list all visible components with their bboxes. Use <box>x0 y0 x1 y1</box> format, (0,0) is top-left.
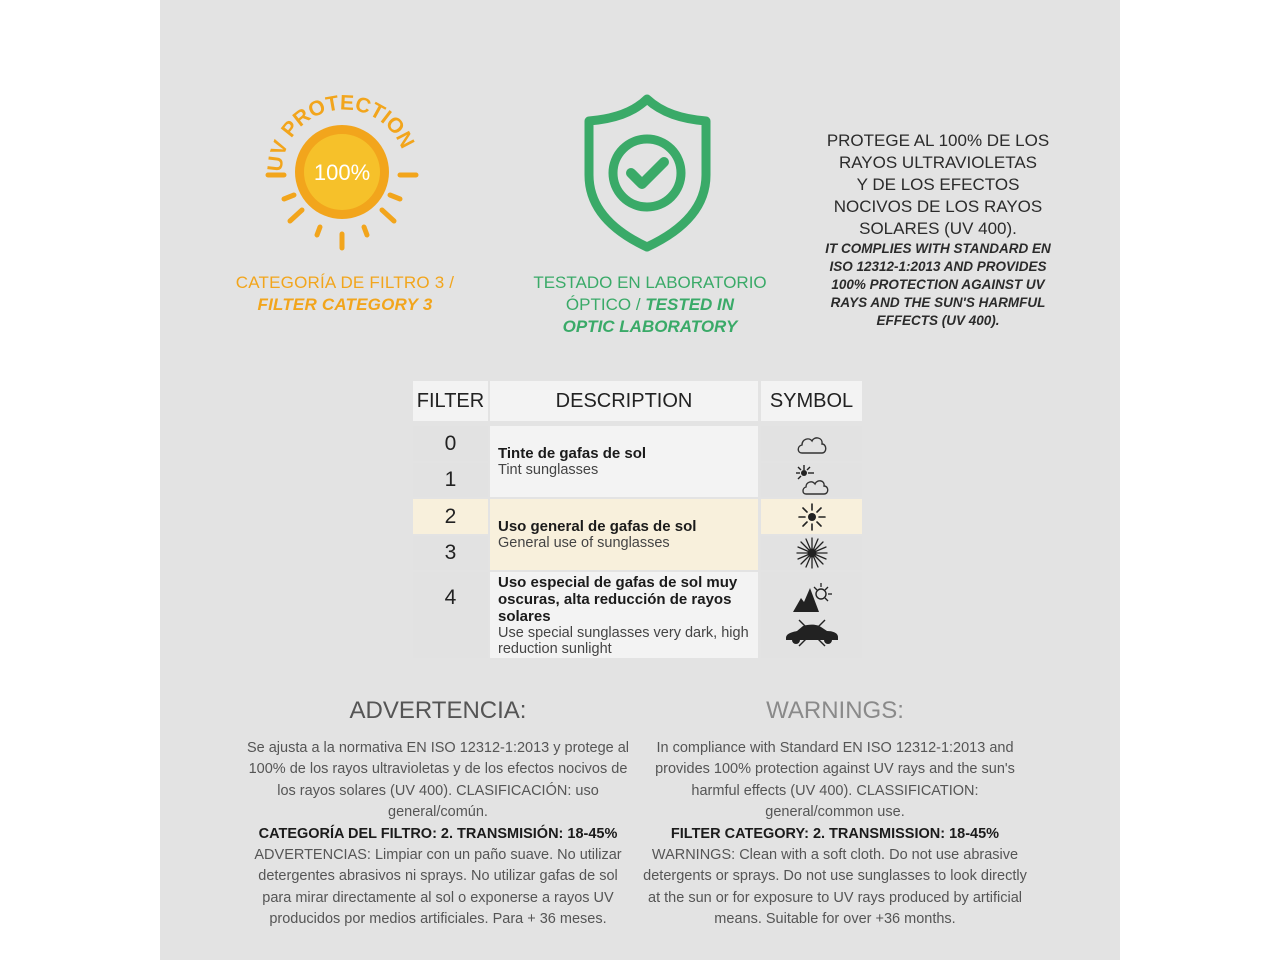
lab-caption <box>500 272 800 338</box>
description-0-1 <box>490 426 758 497</box>
no-driving-car-icon <box>783 618 841 648</box>
warnings-en-category: FILTER CATEGORY: 2. TRANSMISSION: 18-45% <box>670 825 1000 842</box>
header-filter: FILTER <box>413 381 488 421</box>
uv-protection-sun-icon <box>262 92 422 257</box>
claim-es-line: PROTEGE AL 100% DE LOS <box>826 131 1050 150</box>
warnings-es-p2: ADVERTENCIAS: Limpiar con un paño suave. No utilizar detergentes abrasivos ni sprays. No utilizar gafas de sol para mirar directamente al sol o exponerse a rayos UV producidos por medios artificiales. Para + 36 meses. <box>254 847 622 928</box>
claim-en-line: ISO 12312-1:2013 AND PROVIDES <box>829 259 1047 274</box>
lab-caption-es-1: TESTADO EN LABORATORIO <box>533 273 767 292</box>
claim-en-line: RAYS AND THE SUN'S HARMFUL <box>830 295 1046 310</box>
sun-behind-cloud-icon <box>794 464 830 496</box>
warnings-es-category: CATEGORÍA DEL FILTRO: 2. TRANSMISIÓN: 18-45% <box>258 825 618 842</box>
uv-percent: 100% <box>313 160 371 185</box>
filter-4: 4 <box>413 572 488 658</box>
warnings-es-p1: Se ajusta a la normativa EN ISO 12312-1:2013 y protege al 100% de los rayos ultravioletas y de los efectos nocivos de los rayos solares (UV 400). CLASIFICACIÓN: uso general/común. <box>246 740 630 821</box>
filter-0: 0 <box>413 426 488 461</box>
warnings-en-p2: WARNINGS: Clean with a soft cloth. Do not use abrasive detergents or sprays. Do not use sunglasses to look directly at the sun or for exposure to UV rays produced by artificial means. Suitable for over +36 months. <box>643 847 1027 928</box>
sun-icon <box>796 502 828 532</box>
warnings-en-p1: In compliance with Standard EN ISO 12312-1:2013 and provides 100% protection against UV rays and the sun's harmful effects (UV 400). CLASSIFICATION: general/common use. <box>655 740 1015 821</box>
description-2-3 <box>490 499 758 570</box>
uv-claim <box>810 130 1066 330</box>
description-es: Tinte de gafas de sol <box>498 445 647 462</box>
header-symbol: SYMBOL <box>761 381 862 421</box>
description-en: Tint sunglasses <box>498 462 599 478</box>
header-description: DESCRIPTION <box>490 381 758 421</box>
description-en: General use of sunglasses <box>498 535 670 551</box>
filter-3: 3 <box>413 536 488 570</box>
claim-es-line: RAYOS ULTRAVIOLETAS <box>838 153 1038 172</box>
filter-2: 2 <box>413 499 488 534</box>
filter-1: 1 <box>413 463 488 497</box>
description-es: Uso especial de gafas de sol muy oscuras, alta reducción de rayos solares <box>498 573 738 625</box>
mountain-sun-icon <box>791 582 833 614</box>
description-en: Use special sunglasses very dark, high reduction sunlight <box>498 624 749 657</box>
claim-es-line: NOCIVOS DE LOS RAYOS <box>833 197 1043 216</box>
symbol-3 <box>761 536 862 570</box>
claim-en-line: IT COMPLIES WITH STANDARD EN <box>825 241 1051 256</box>
lab-caption-en-1: TESTED IN <box>645 295 735 314</box>
lab-tested-shield-icon <box>575 93 720 253</box>
claim-en-line: EFFECTS (UV 400). <box>876 313 1000 328</box>
filter-category-table <box>413 381 862 660</box>
symbol-0 <box>761 426 862 461</box>
description-es: Uso general de gafas de sol <box>498 518 697 535</box>
warnings-en <box>640 696 1030 931</box>
uv-arc-text: UV PROTECTION <box>263 92 419 173</box>
warnings-es <box>243 696 633 931</box>
uv-caption-es: CATEGORÍA DE FILTRO 3 / <box>235 273 455 292</box>
claim-es-line: SOLARES (UV 400). <box>859 219 1017 238</box>
lab-caption-es-2: ÓPTICO / <box>565 295 646 314</box>
cloud-icon <box>795 432 829 456</box>
uv-caption-en: FILTER CATEGORY 3 <box>257 295 433 314</box>
symbol-1 <box>761 463 862 497</box>
warnings-en-title: WARNINGS: <box>766 697 904 724</box>
uv-caption <box>200 272 490 316</box>
symbol-4 <box>761 572 862 658</box>
claim-es-line: Y DE LOS EFECTOS <box>856 175 1020 194</box>
symbol-2 <box>761 499 862 534</box>
claim-en-line: 100% PROTECTION AGAINST UV <box>831 277 1045 292</box>
description-4 <box>490 572 758 658</box>
bright-sun-icon <box>795 537 829 569</box>
warnings-es-title: ADVERTENCIA: <box>349 697 527 724</box>
lab-caption-en-2: OPTIC LABORATORY <box>562 317 738 336</box>
